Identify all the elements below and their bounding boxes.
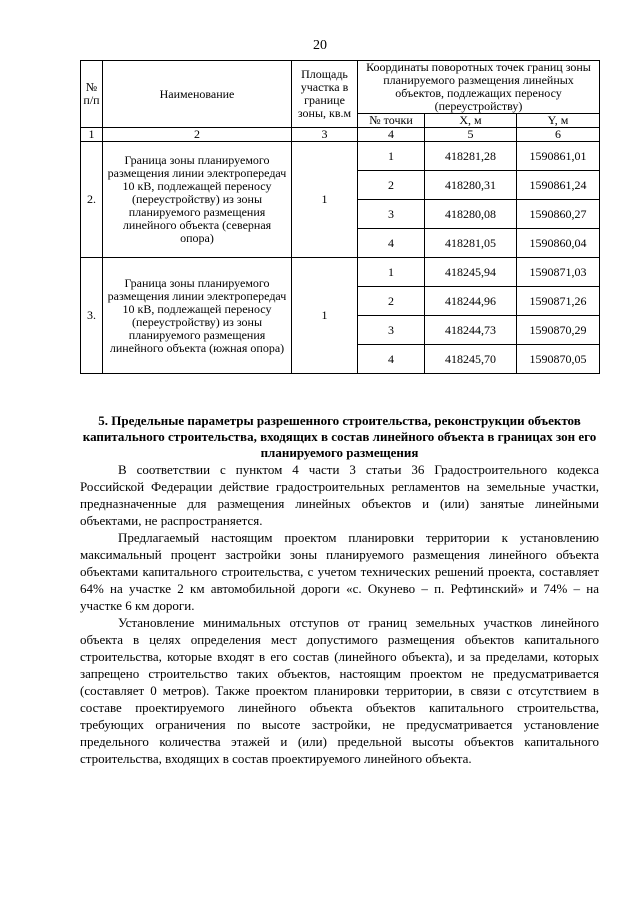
table-row bbox=[81, 258, 600, 287]
header-name: Наименование bbox=[103, 61, 292, 128]
row-name: Граница зоны планируемого размещения линии электропередач 10 кВ, подлежащей переносу (переустройству) из зоны планируемого размещения линейного объекта (южная опора) bbox=[103, 258, 292, 374]
row-num: 2. bbox=[81, 142, 103, 258]
index-cell: 2 bbox=[103, 128, 292, 142]
point-x: 418281,28 bbox=[425, 142, 517, 171]
section-5 bbox=[80, 413, 599, 767]
point-number: 3 bbox=[358, 200, 425, 229]
index-cell: 3 bbox=[292, 128, 358, 142]
header-y: Y, м bbox=[517, 114, 600, 128]
header-point: № точки bbox=[358, 114, 425, 128]
header-x: X, м bbox=[425, 114, 517, 128]
section-paragraph: В соответствии с пунктом 4 части 3 статьи 36 Градостроительного кодекса Российской Федерации действие градостроительных регламентов на земельные участки, предназначенные для размещения линейных объектов и (или) занятые линейными объектами, не распространяется. bbox=[80, 462, 599, 528]
section-paragraph: Установление минимальных отступов от границ земельных участков линейного объекта в целях определения мест допустимого размещения объектов капитального строительства, которые входят в его состав (линейного объекта), и за пределами, которых запрещено строительство таких объектов, настоящим проектом не предусматривается (составляет 0 метров). Также проектом планировки территории, в связи с отсутствием в составе проектируемого линейного объекта объектов капитального строительства, требующих ограничения по высоте застройки, не предусматривается установление предельного количества этажей и (или) предельной высоты объектов капитального строительства, входящих в состав проектируемого линейного объекта. bbox=[80, 615, 599, 766]
point-x: 418280,08 bbox=[425, 200, 517, 229]
point-x: 418245,70 bbox=[425, 345, 517, 374]
point-x: 418281,05 bbox=[425, 229, 517, 258]
point-y: 1590870,05 bbox=[517, 345, 600, 374]
point-number: 4 bbox=[358, 229, 425, 258]
column-index-row bbox=[81, 128, 600, 142]
point-number: 3 bbox=[358, 316, 425, 345]
section-paragraph: Предлагаемый настоящим проектом планировки территории к установлению максимальный процент застройки зоны планируемого размещения линейного объекта объектами капитального строительства, с учетом технических решений проекта, составляет 64% на участке 2 км автомобильной дороги «с. Окунево – п. Рефтинский» и 74% – на участке 6 км дороги. bbox=[80, 530, 599, 613]
point-y: 1590871,03 bbox=[517, 258, 600, 287]
point-number: 2 bbox=[358, 287, 425, 316]
point-x: 418245,94 bbox=[425, 258, 517, 287]
point-x: 418244,73 bbox=[425, 316, 517, 345]
point-number: 1 bbox=[358, 258, 425, 287]
section-heading: 5. Предельные параметры разрешенного строительства, реконструкции объектов капитального строительства, входящих в состав линейного объекта в границах зон его планируемого размещения bbox=[82, 413, 597, 460]
point-number: 4 bbox=[358, 345, 425, 374]
point-number: 2 bbox=[358, 171, 425, 200]
point-y: 1590861,01 bbox=[517, 142, 600, 171]
point-y: 1590860,04 bbox=[517, 229, 600, 258]
index-cell: 6 bbox=[517, 128, 600, 142]
index-cell: 4 bbox=[358, 128, 425, 142]
point-x: 418244,96 bbox=[425, 287, 517, 316]
header-area: Площадь участка в границе зоны, кв.м bbox=[292, 61, 358, 128]
point-y: 1590860,27 bbox=[517, 200, 600, 229]
table-row bbox=[81, 142, 600, 171]
row-area: 1 bbox=[292, 142, 358, 258]
page-number: 20 bbox=[313, 38, 327, 53]
header-num: № п/п bbox=[81, 61, 103, 128]
header-coords-group: Координаты поворотных точек границ зоны планируемого размещения линейных объектов, подлежащих переносу (переустройству) bbox=[358, 61, 600, 114]
row-area: 1 bbox=[292, 258, 358, 374]
row-num: 3. bbox=[81, 258, 103, 374]
row-name: Граница зоны планируемого размещения линии электропередач 10 кВ, подлежащей переносу (переустройству) из зоны планируемого размещения линейного объекта (северная опора) bbox=[103, 142, 292, 258]
point-number: 1 bbox=[358, 142, 425, 171]
index-cell: 5 bbox=[425, 128, 517, 142]
point-x: 418280,31 bbox=[425, 171, 517, 200]
index-cell: 1 bbox=[81, 128, 103, 142]
coordinates-table bbox=[80, 60, 600, 374]
point-y: 1590871,26 bbox=[517, 287, 600, 316]
point-y: 1590870,29 bbox=[517, 316, 600, 345]
point-y: 1590861,24 bbox=[517, 171, 600, 200]
